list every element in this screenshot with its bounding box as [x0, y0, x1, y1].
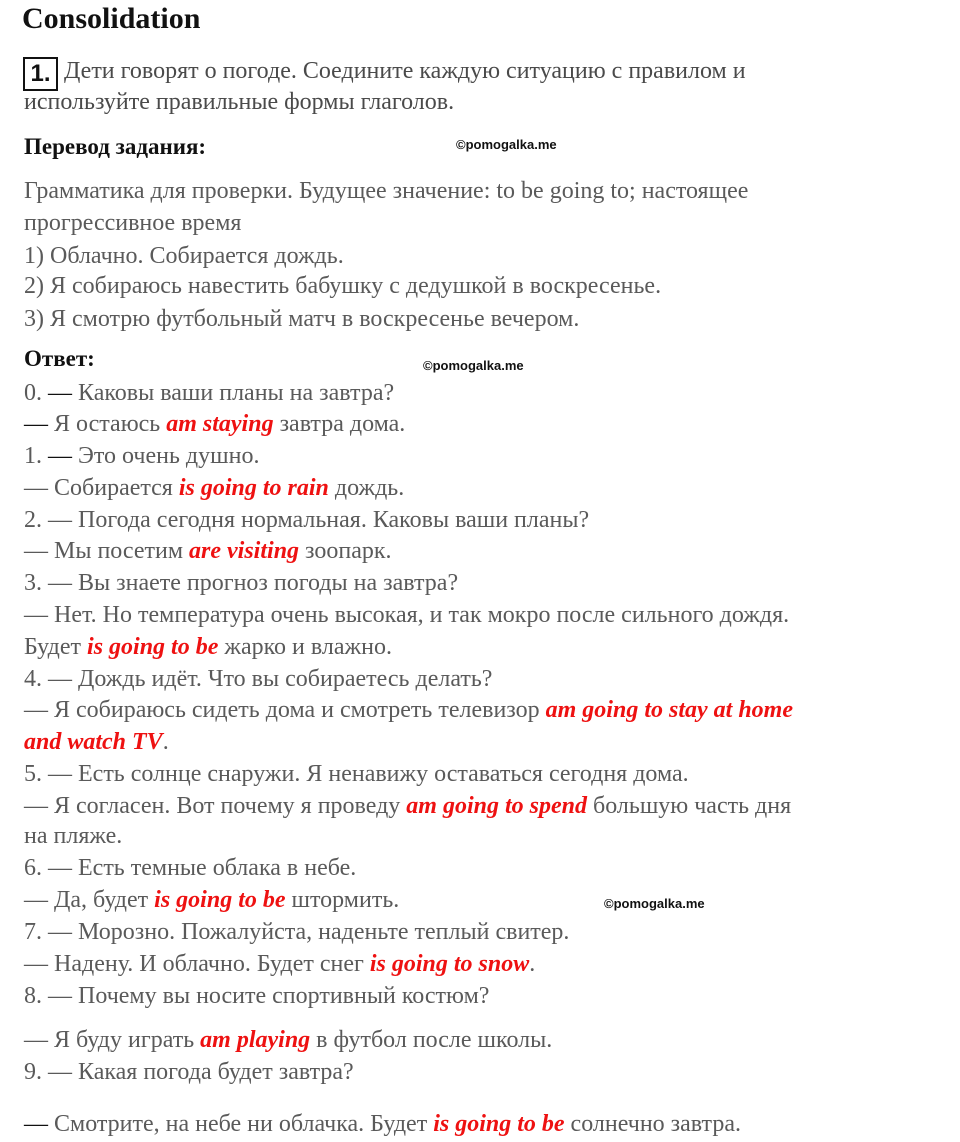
answer-line: [24, 758, 689, 790]
answer-line: [24, 790, 791, 822]
line-text-after: завтра дома.: [273, 411, 406, 437]
translation-line: 3) Я смотрю футбольный матч в воскресенье вечером.: [24, 306, 580, 332]
dialog-dash: —: [48, 380, 72, 406]
translation-line: Грамматика для проверки. Будущее значение: to be going to; настоящее: [24, 178, 749, 204]
answer-heading: Ответ:: [24, 346, 95, 371]
answer-verb: is going to be: [87, 634, 219, 660]
answer-verb: and watch TV: [24, 729, 163, 755]
line-text: Я остаюсь: [48, 411, 167, 437]
answer-line: [24, 980, 489, 1012]
line-text: — Я собираюсь сидеть дома и смотреть телевизор: [24, 697, 546, 723]
translation-line: 2) Я собираюсь навестить бабушку с дедушкой в воскресенье.: [24, 273, 662, 299]
line-text-after: солнечно завтра.: [564, 1111, 741, 1137]
line-text: — Мы посетим: [24, 538, 190, 564]
line-text: 8. — Почему вы носите спортивный костюм?: [24, 983, 490, 1009]
line-prefix: 0.: [24, 380, 48, 406]
line-text: Будет: [24, 634, 88, 660]
task-text-line-1: Дети говорят о погоде. Соедините каждую ситуацию с правилом и: [64, 58, 746, 84]
exercise-number: 1.: [23, 57, 58, 91]
page-title: Consolidation: [22, 2, 201, 35]
line-text: 7. — Морозно. Пожалуйста, наденьте теплый свитер.: [24, 919, 570, 945]
line-text: 9. — Какая погода будет завтра?: [24, 1059, 354, 1085]
line-text: 5. — Есть солнце снаружи. Я ненавижу оставаться сегодня дома.: [24, 761, 689, 787]
dialog-dash: —: [24, 411, 48, 437]
dialog-dash: —: [48, 443, 72, 469]
line-text: на пляже.: [24, 823, 123, 849]
line-text: Смотрите, на небе ни облачка. Будет: [48, 1111, 434, 1137]
line-text-after: .: [162, 729, 169, 755]
translation-heading: Перевод задания:: [24, 134, 207, 159]
task-text-line-2: используйте правильные формы глаголов.: [24, 89, 455, 115]
line-text-after: в футбол после школы.: [310, 1027, 553, 1053]
line-text-after: дождь.: [328, 475, 405, 501]
answer-verb: is going to be: [154, 887, 286, 913]
line-text: — Я согласен. Вот почему я проведу: [24, 793, 407, 819]
answer-line: [24, 694, 793, 726]
answer-verb: are visiting: [189, 538, 300, 564]
answer-verb: am staying: [166, 411, 274, 437]
line-text-after: жарко и влажно.: [218, 634, 392, 660]
answer-line: [24, 535, 392, 567]
answer-verb: am going to spend: [406, 793, 587, 819]
watermark: ©pomogalka.me: [604, 896, 705, 911]
line-text: Каковы ваши планы на завтра?: [72, 380, 395, 406]
answer-line: [24, 440, 259, 472]
answer-line: [24, 1056, 354, 1088]
line-text: 2. — Погода сегодня нормальная. Каковы ваши планы?: [24, 507, 590, 533]
line-text: — Да, будет: [24, 887, 155, 913]
answer-verb: is going to rain: [178, 475, 329, 501]
line-text-after: .: [529, 951, 536, 977]
answer-line: [24, 1108, 741, 1140]
answer-line: [24, 852, 356, 884]
answer-line: [24, 631, 392, 663]
watermark: ©pomogalka.me: [456, 137, 557, 152]
answer-line: [24, 472, 404, 504]
answer-line: [24, 726, 169, 758]
line-text: — Надену. И облачно. Будет снег: [24, 951, 370, 977]
answer-line: [24, 820, 122, 852]
dialog-dash: —: [24, 1111, 48, 1137]
translation-line: 1) Облачно. Собирается дождь.: [24, 243, 344, 269]
answer-line: [24, 377, 394, 409]
answer-line: [24, 663, 492, 695]
line-text: — Я буду играть: [24, 1027, 201, 1053]
line-text-after: штормить.: [285, 887, 400, 913]
answer-line: [24, 408, 405, 440]
answer-line: [24, 504, 589, 536]
line-prefix: 1.: [24, 443, 48, 469]
answer-verb: is going to snow: [369, 951, 530, 977]
answer-verb: is going to be: [433, 1111, 565, 1137]
answer-line: [24, 599, 789, 631]
answer-line: [24, 948, 535, 980]
line-text: Это очень душно.: [72, 443, 260, 469]
answer-line: [24, 567, 458, 599]
line-text: — Собирается: [24, 475, 179, 501]
watermark: ©pomogalka.me: [423, 358, 524, 373]
line-text-after: зоопарк.: [299, 538, 392, 564]
line-text: 4. — Дождь идёт. Что вы собираетесь делать?: [24, 666, 493, 692]
line-text: — Нет. Но температура очень высокая, и так мокро после сильного дождя.: [24, 602, 790, 628]
answer-verb: am playing: [200, 1027, 311, 1053]
answer-line: [24, 1024, 552, 1056]
line-text: 3. — Вы знаете прогноз погоды на завтра?: [24, 570, 459, 596]
translation-line: прогрессивное время: [24, 210, 242, 236]
line-text-after: большую часть дня: [587, 793, 792, 819]
answer-line: [24, 916, 569, 948]
line-text: 6. — Есть темные облака в небе.: [24, 855, 357, 881]
answer-line: [24, 884, 399, 916]
answer-verb: am going to stay at home: [545, 697, 793, 723]
